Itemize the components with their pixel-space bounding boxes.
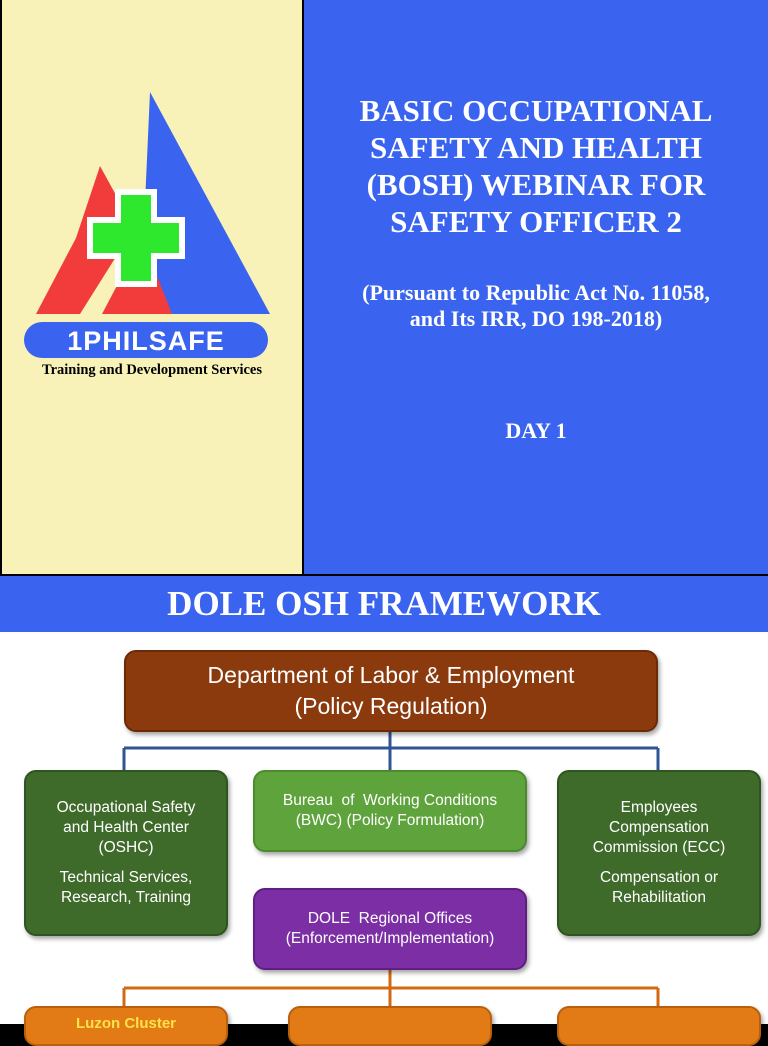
regional-offices-box <box>253 888 527 970</box>
ecc-sub-line: Compensation or <box>599 869 719 886</box>
framework-title: DOLE OSH FRAMEWORK <box>167 584 601 623</box>
title-line: BASIC OCCUPATIONAL <box>359 93 713 128</box>
title-line: SAFETY OFFICER 2 <box>390 204 682 239</box>
dole-box <box>124 650 658 732</box>
subtitle-line: (Pursuant to Republic Act No. 11058, <box>362 280 710 305</box>
cluster-box <box>557 1006 761 1046</box>
title-panel <box>304 0 768 574</box>
oshc-sub-line: Technical Services, <box>59 869 193 886</box>
cluster-label: Luzon Cluster <box>76 1015 176 1032</box>
bwc-line: (BWC) (Policy Formulation) <box>295 812 485 829</box>
oshc-box <box>24 770 228 936</box>
title-line: SAFETY AND HEALTH <box>370 130 702 165</box>
slide-title <box>304 92 768 240</box>
logo-tagline: Training and Development Services <box>41 362 263 378</box>
title-line: (BOSH) WEBINAR FOR <box>366 167 706 202</box>
ecc-sub-line: Rehabilitation <box>612 889 706 906</box>
framework-slide <box>0 576 768 1032</box>
dole-line: Department of Labor & Employment <box>207 662 575 688</box>
day-label: DAY 1 <box>505 418 567 443</box>
logo-brand-text: 1PHILSAFE <box>67 326 225 356</box>
oshc-sub-line: Research, Training <box>60 889 192 906</box>
oshc-line: and Health Center <box>63 819 189 836</box>
ecc-line: Employees <box>620 799 698 816</box>
ecc-box <box>557 770 761 936</box>
luzon-cluster-box <box>24 1006 228 1046</box>
cluster-box <box>288 1006 492 1046</box>
bwc-line: Bureau of Working Conditions <box>282 792 498 809</box>
regional-line: DOLE Regional Offices <box>307 910 473 927</box>
ecc-line: Commission (ECC) <box>592 839 726 856</box>
slide-subtitle <box>304 280 768 332</box>
dole-line: (Policy Regulation) <box>294 693 488 719</box>
ecc-line: Compensation <box>609 819 709 836</box>
bwc-box <box>253 770 527 852</box>
logo-blue-triangle <box>140 92 270 314</box>
oshc-line: (OSHC) <box>98 839 154 856</box>
logo-panel <box>2 0 302 574</box>
regional-line: (Enforcement/Implementation) <box>285 930 495 947</box>
oshc-line: Occupational Safety <box>56 799 196 816</box>
subtitle-line: and Its IRR, DO 198-2018) <box>409 306 663 331</box>
philsafe-logo <box>22 88 282 360</box>
